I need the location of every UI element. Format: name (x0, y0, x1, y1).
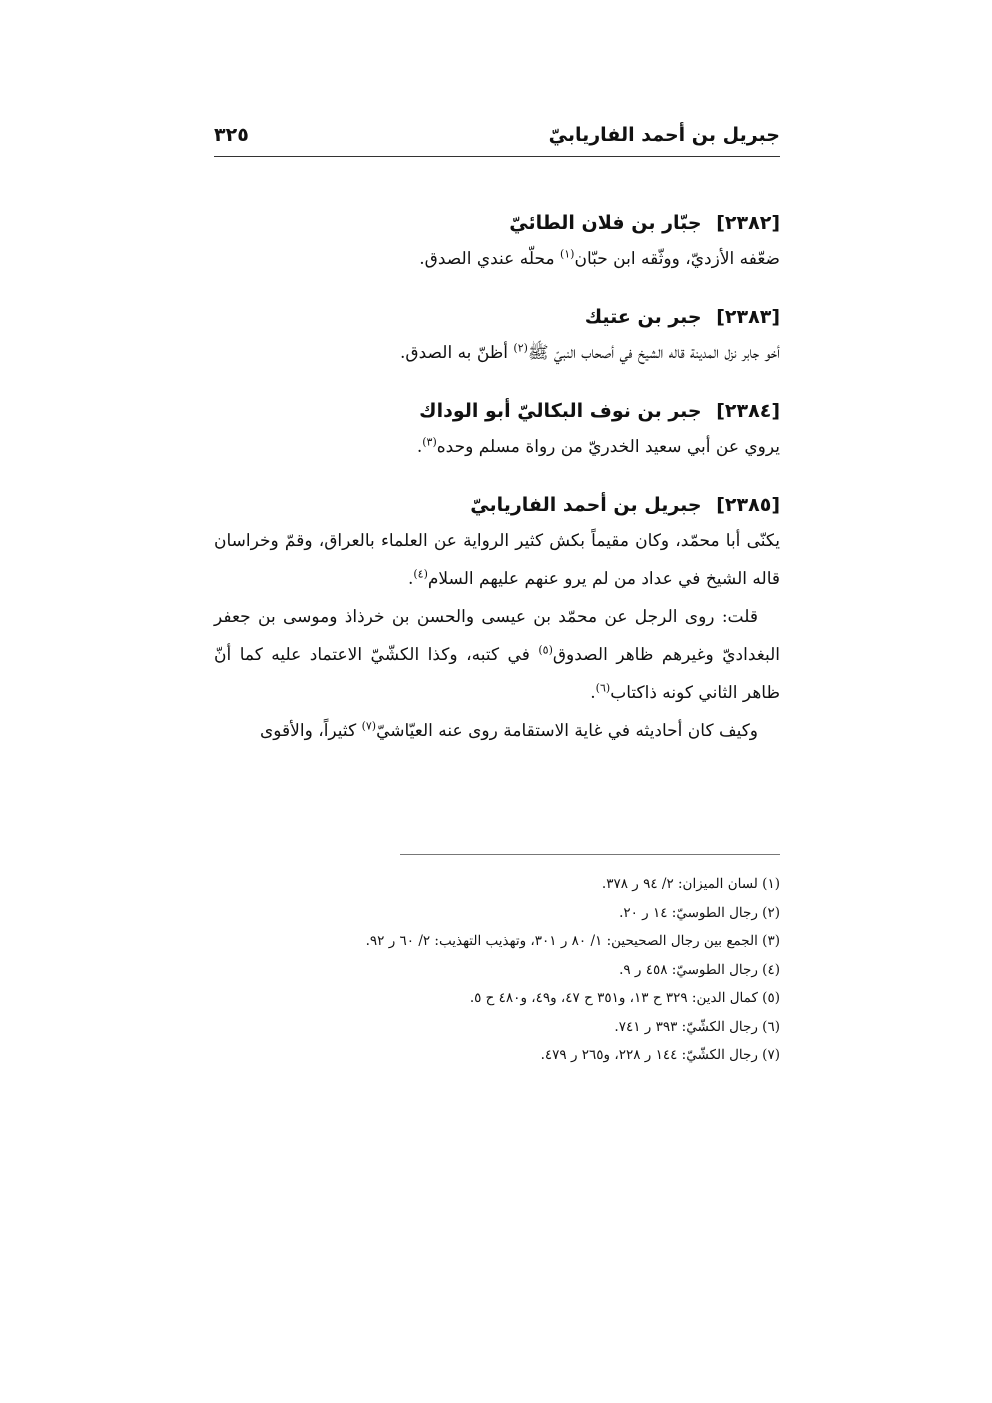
text-segment: وكيف كان أحاديثه في غاية الاستقامة روى عنه العيّاشيّ (376, 721, 758, 741)
entry-2384 (214, 394, 780, 466)
text-segment: أخو جابر نزل المدينة قاله الشيخ في أصحاب النبيّ ﷺ (527, 343, 780, 363)
main-text (214, 206, 780, 772)
footnote-1: (١) لسان الميزان: ٢/ ٩٤ ر ٣٧٨. (601, 876, 780, 892)
entry-heading (214, 206, 780, 240)
text-segment: . (416, 437, 423, 457)
entry-2383 (214, 300, 780, 372)
entry-number: [٢٣٨٣] (716, 306, 780, 328)
footnotes (214, 870, 780, 1070)
entry-paragraph-3 (214, 712, 780, 750)
entry-name: جبر بن نوف البكاليّ أبو الوداك (419, 400, 702, 422)
footnote-marker[interactable]: (٦) (595, 681, 611, 695)
text-segment: قلت: روى الرجل عن محمّد بن عيسى والحسن بن خرذاذ وموسى بن جعفر البغداديّ وغيرهم ظاهر الصدوق (214, 607, 780, 665)
footnote-marker[interactable]: (٣) (422, 435, 437, 449)
text-segment: يكنّى أبا محمّد، وكان مقيماً بكش كثير الرواية عن العلماء بالعراق، وقمّ وخراسان قاله الشيخ في عداد من لم يرو عنهم عليهم السلام (214, 531, 780, 589)
text-segment: أظنّ به الصدق. (400, 343, 514, 363)
footnote-2: (٢) رجال الطوسيّ: ١٤ ر ٢٠. (619, 904, 780, 921)
footnote-marker[interactable]: (٥) (538, 643, 553, 657)
entry-name: جبّار بن فلان الطائيّ (509, 212, 702, 234)
text-segment: كثيراً، والأقوى (259, 721, 362, 741)
footnote-5: (٥) كمال الدين: ٣٢٩ ح ١٣، و٣٥١ ح ٤٧، و٤٩، و٤٨٠ ح ٥. (469, 990, 780, 1006)
page-header (214, 120, 780, 157)
running-title: جبريل بن أحمد الفاريابيّ (548, 124, 780, 146)
text-segment: . (407, 569, 414, 589)
entry-number: [٢٣٨٤] (716, 400, 780, 422)
footnote-6: (٦) رجال الكشّيّ: ٣٩٣ ر ٧٤١. (614, 1018, 780, 1035)
entry-heading (214, 488, 780, 522)
entry-name: جبر بن عتيك (584, 306, 702, 328)
text-segment: يروي عن أبي سعيد الخدريّ من رواة مسلم وحده (436, 437, 780, 457)
page-number: ٣٢٥ (214, 124, 249, 146)
entry-paragraph-1 (214, 522, 780, 598)
entry-2385 (214, 488, 780, 750)
text-segment: ضعّفه الأزديّ، ووثّقه ابن حبّان (574, 249, 780, 269)
footnote-divider (400, 854, 780, 855)
footnote-3: (٣) الجمع بين رجال الصحيحين: ١/ ٨٠ ر ٣٠١، وتهذيب التهذيب: ٢/ ٦٠ ر ٩٢. (365, 933, 780, 949)
text-segment: . (590, 683, 596, 703)
entry-heading (214, 394, 780, 428)
entry-name: جبريل بن أحمد الفاريابيّ (470, 494, 702, 516)
footnote-marker[interactable]: (٤) (413, 567, 428, 581)
entry-heading (214, 300, 780, 334)
footnote-marker[interactable]: (١) (559, 247, 575, 261)
text-segment: في كتبه، وكذا الكشّيّ الاعتماد عليه كما أنّ ظاهر الثاني كونه ذاكتاب (214, 645, 780, 703)
footnote-7: (٧) رجال الكشّيّ: ١٤٤ ر ٢٢٨، و٢٦٥ ر ٤٧٩. (540, 1047, 780, 1063)
entry-text (214, 334, 780, 372)
entry-number: [٢٣٨٢] (716, 212, 780, 234)
entry-text (214, 428, 780, 466)
entry-number: [٢٣٨٥] (716, 494, 780, 516)
footnote-marker[interactable]: (٧) (361, 719, 377, 733)
entry-text (214, 240, 780, 278)
text-segment: محلّه عندي الصدق. (419, 249, 560, 269)
entry-paragraph-2 (214, 598, 780, 712)
entry-2382 (214, 206, 780, 278)
footnote-4: (٤) رجال الطوسيّ: ٤٥٨ ر ٩. (619, 961, 780, 978)
footnote-marker[interactable]: (٢) (513, 341, 528, 355)
